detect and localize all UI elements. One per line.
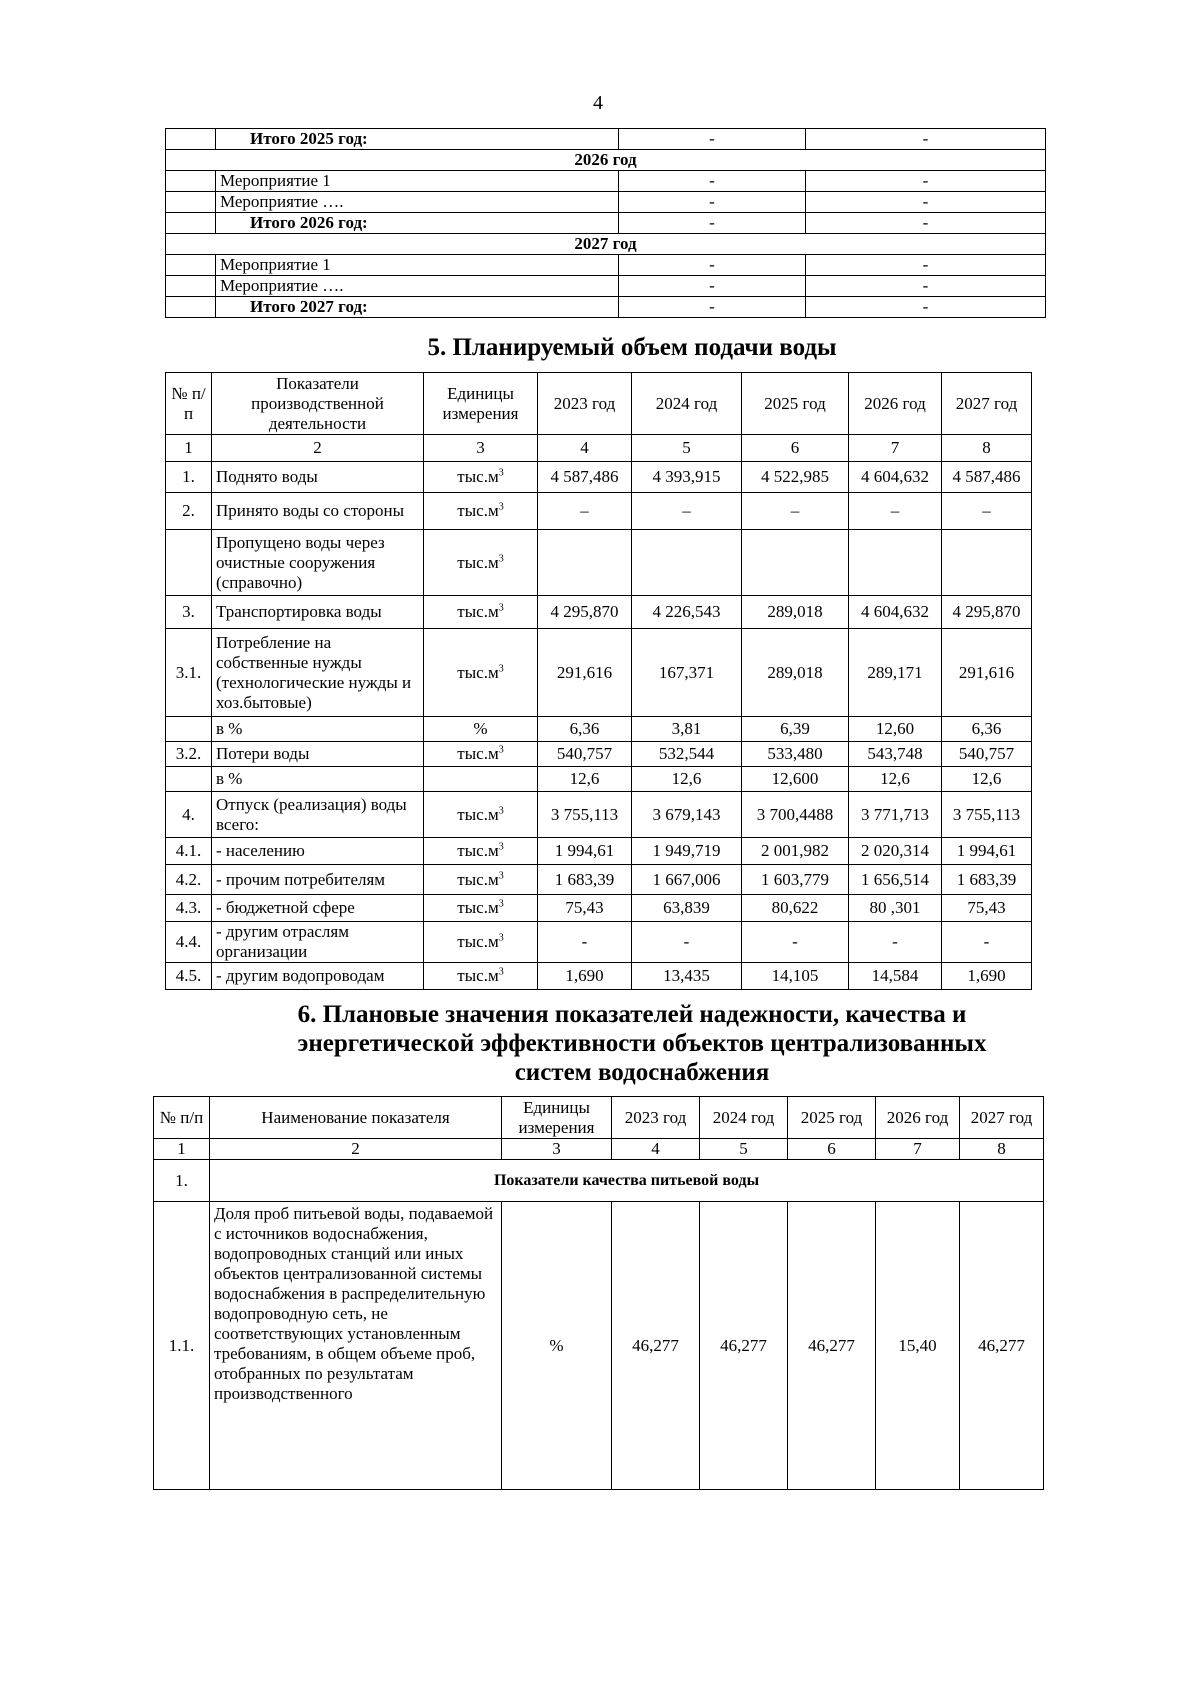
row-unit <box>424 895 538 922</box>
row-value-2024 <box>632 530 742 596</box>
row-value-2023 <box>538 530 632 596</box>
row-unit <box>424 922 538 963</box>
value-2: - <box>806 213 1046 234</box>
row-value-2025: 1 603,779 <box>742 865 849 895</box>
table-row <box>166 792 1032 838</box>
row-value-2023: 1 994,61 <box>538 838 632 865</box>
row-value-2024: 532,544 <box>632 742 742 767</box>
row-value-2024: 4 226,543 <box>632 596 742 629</box>
row-value-2025: 6,39 <box>742 717 849 742</box>
row-num: 4.5. <box>166 963 212 990</box>
row-value-2025: 289,018 <box>742 629 849 717</box>
section-6-title-line-1: 6. Плановые значения показателей надежности, качества и <box>297 1001 967 1028</box>
value-2: - <box>806 297 1046 318</box>
table-row <box>166 462 1032 493</box>
row-unit <box>424 963 538 990</box>
group-num: 1. <box>154 1160 210 1202</box>
column-number: 8 <box>960 1139 1044 1160</box>
row-value-2024: 3,81 <box>632 717 742 742</box>
column-number: 3 <box>424 435 538 462</box>
column-number: 5 <box>632 435 742 462</box>
column-number: 6 <box>742 435 849 462</box>
unit-power: 3 <box>498 966 504 978</box>
row-num <box>166 767 212 792</box>
row-num: 4.4. <box>166 922 212 963</box>
row-value-2026: 15,40 <box>876 1202 960 1490</box>
row-value-2024: - <box>632 922 742 963</box>
column-number: 2 <box>212 435 424 462</box>
row-value-2024: 1 667,006 <box>632 865 742 895</box>
row-unit: % <box>502 1202 612 1490</box>
column-number: 4 <box>538 435 632 462</box>
row-value-2023: 540,757 <box>538 742 632 767</box>
row-value-2023: 4 295,870 <box>538 596 632 629</box>
unit-power: 3 <box>498 552 504 564</box>
row-unit <box>424 865 538 895</box>
row-value-2026: 80 ,301 <box>849 895 942 922</box>
total-row <box>166 129 1046 150</box>
row-indicator: в % <box>212 767 424 792</box>
row-value-2024: 63,839 <box>632 895 742 922</box>
unit-text: тыс.м <box>457 898 499 917</box>
row-value-2023: 3 755,113 <box>538 792 632 838</box>
section-6-title-line-2: энергетической эффективности объектов централизованных <box>297 1030 987 1057</box>
value-1: - <box>619 213 806 234</box>
header-year-2024: 2024 год <box>632 373 742 435</box>
row-num <box>166 297 216 318</box>
row-unit <box>424 838 538 865</box>
row-indicator: - населению <box>212 838 424 865</box>
row-value-2024: 4 393,915 <box>632 462 742 493</box>
row-value-2027: 4 587,486 <box>942 462 1032 493</box>
unit-text: тыс.м <box>457 932 499 951</box>
header-unit: Единицы измерения <box>502 1097 612 1139</box>
row-value-2026: 289,171 <box>849 629 942 717</box>
row-value-2025: 4 522,985 <box>742 462 849 493</box>
row-value-2026: 1 656,514 <box>849 865 942 895</box>
row-unit <box>424 596 538 629</box>
events-table <box>165 128 1046 318</box>
reliability-indicators-table <box>153 1096 1044 1490</box>
row-value-2023: 75,43 <box>538 895 632 922</box>
row-value-2026: 12,6 <box>849 767 942 792</box>
row-unit <box>424 742 538 767</box>
row-num: 1. <box>166 462 212 493</box>
unit-power: 3 <box>498 932 504 944</box>
row-value-2025: 46,277 <box>788 1202 876 1490</box>
row-value-2024: 12,6 <box>632 767 742 792</box>
row-num <box>166 171 216 192</box>
row-value-2027 <box>942 530 1032 596</box>
row-value-2026: 2 020,314 <box>849 838 942 865</box>
row-value-2024: 1 949,719 <box>632 838 742 865</box>
unit-power: 3 <box>498 744 504 756</box>
group-label: Показатели качества питьевой воды <box>210 1160 1044 1202</box>
row-value-2026: - <box>849 922 942 963</box>
row-value-2026: 14,584 <box>849 963 942 990</box>
row-num <box>166 255 216 276</box>
row-indicator: - другим отраслям организации <box>212 922 424 963</box>
row-value-2025: 289,018 <box>742 596 849 629</box>
unit-text: тыс.м <box>457 501 499 520</box>
row-num <box>166 192 216 213</box>
row-value-2023: 6,36 <box>538 717 632 742</box>
table-row <box>166 963 1032 990</box>
year-label: 2027 год <box>166 234 1046 255</box>
row-num <box>166 213 216 234</box>
column-number: 4 <box>612 1139 700 1160</box>
column-number: 1 <box>166 435 212 462</box>
row-value-2027: 46,277 <box>960 1202 1044 1490</box>
table-row <box>154 1202 1044 1490</box>
row-value-2024: – <box>632 493 742 530</box>
row-unit <box>424 629 538 717</box>
row-num: 3.2. <box>166 742 212 767</box>
row-value-2027: 3 755,113 <box>942 792 1032 838</box>
value-2: - <box>806 129 1046 150</box>
unit-text: тыс.м <box>457 602 499 621</box>
row-value-2023: 46,277 <box>612 1202 700 1490</box>
row-unit <box>424 530 538 596</box>
unit-power: 3 <box>498 869 504 881</box>
row-indicator: Потери воды <box>212 742 424 767</box>
row-indicator: Потребление на собственные нужды (технологические нужды и хоз.бытовые) <box>212 629 424 717</box>
header-year-2023: 2023 год <box>612 1097 700 1139</box>
row-num: 4.3. <box>166 895 212 922</box>
table-row <box>166 493 1032 530</box>
row-value-2025: 2 001,982 <box>742 838 849 865</box>
event-label: Мероприятие 1 <box>216 171 619 192</box>
table-row <box>166 838 1032 865</box>
unit-power: 3 <box>498 841 504 853</box>
row-value-2026: 4 604,632 <box>849 596 942 629</box>
unit-text: тыс.м <box>457 841 499 860</box>
unit-power: 3 <box>498 804 504 816</box>
row-num <box>166 276 216 297</box>
total-label: Итого 2026 год: <box>216 213 619 234</box>
row-indicator: в % <box>212 717 424 742</box>
value-1: - <box>619 171 806 192</box>
row-value-2023: 1,690 <box>538 963 632 990</box>
row-value-2023: 1 683,39 <box>538 865 632 895</box>
row-num <box>166 717 212 742</box>
section-5-title: 5. Планируемый объем подачи воды <box>427 334 837 361</box>
row-value-2027: 291,616 <box>942 629 1032 717</box>
row-value-2027: – <box>942 493 1032 530</box>
header-year-2025: 2025 год <box>742 373 849 435</box>
header-indicator: Наименование показателя <box>210 1097 502 1139</box>
table-row <box>166 767 1032 792</box>
row-num: 4. <box>166 792 212 838</box>
row-num <box>166 129 216 150</box>
header-unit: Единицы измерения <box>424 373 538 435</box>
row-indicator: Поднято воды <box>212 462 424 493</box>
value-2: - <box>806 276 1046 297</box>
unit-text: тыс.м <box>457 467 499 486</box>
row-unit <box>424 767 538 792</box>
row-indicator: - бюджетной сфере <box>212 895 424 922</box>
event-label: Мероприятие …. <box>216 192 619 213</box>
row-value-2027: 4 295,870 <box>942 596 1032 629</box>
row-num <box>166 530 212 596</box>
row-value-2026 <box>849 530 942 596</box>
table-row <box>166 255 1046 276</box>
event-label: Мероприятие …. <box>216 276 619 297</box>
section-6-title-line-3: систем водоснабжения <box>514 1059 770 1086</box>
row-value-2025: - <box>742 922 849 963</box>
table-row <box>166 629 1032 717</box>
table-row <box>166 717 1032 742</box>
row-value-2025 <box>742 530 849 596</box>
row-value-2025: 12,600 <box>742 767 849 792</box>
row-value-2026: 3 771,713 <box>849 792 942 838</box>
row-value-2027: 12,6 <box>942 767 1032 792</box>
column-number: 8 <box>942 435 1032 462</box>
header-year-2027: 2027 год <box>960 1097 1044 1139</box>
row-value-2025: – <box>742 493 849 530</box>
value-2: - <box>806 192 1046 213</box>
row-value-2025: 80,622 <box>742 895 849 922</box>
row-num: 3.1. <box>166 629 212 717</box>
row-indicator: Доля проб питьевой воды, подаваемой с источников водоснабжения, водопроводных станций или иных объектов централизованной системы водоснабжения в распределительную водопроводную сеть, не соответствующих установленным требованиям, в общем объеме проб, отобранных по результатам производственного <box>210 1202 502 1490</box>
row-value-2025: 533,480 <box>742 742 849 767</box>
row-value-2026: – <box>849 493 942 530</box>
group-row <box>154 1160 1044 1202</box>
table-row <box>166 865 1032 895</box>
row-unit <box>424 462 538 493</box>
row-value-2023: 12,6 <box>538 767 632 792</box>
table-row <box>166 596 1032 629</box>
header-year-2026: 2026 год <box>849 373 942 435</box>
value-1: - <box>619 192 806 213</box>
row-value-2024: 46,277 <box>700 1202 788 1490</box>
value-1: - <box>619 255 806 276</box>
header-year-2023: 2023 год <box>538 373 632 435</box>
row-unit <box>424 792 538 838</box>
row-value-2026: 12,60 <box>849 717 942 742</box>
row-unit <box>424 493 538 530</box>
header-num: № п/п <box>166 373 212 435</box>
column-number: 7 <box>876 1139 960 1160</box>
unit-power: 3 <box>498 467 504 479</box>
header-num: № п/п <box>154 1097 210 1139</box>
table-row <box>166 530 1032 596</box>
total-row <box>166 297 1046 318</box>
unit-text: тыс.м <box>457 869 499 889</box>
unit-power: 3 <box>498 662 504 674</box>
row-value-2023: 4 587,486 <box>538 462 632 493</box>
row-indicator: Транспортировка воды <box>212 596 424 629</box>
row-value-2027: 540,757 <box>942 742 1032 767</box>
water-supply-table <box>165 372 1032 990</box>
row-value-2027: 1 683,39 <box>942 865 1032 895</box>
row-value-2027: 75,43 <box>942 895 1032 922</box>
row-value-2025: 14,105 <box>742 963 849 990</box>
row-value-2026: 4 604,632 <box>849 462 942 493</box>
column-numbers-row <box>154 1139 1044 1160</box>
row-value-2024: 13,435 <box>632 963 742 990</box>
row-num: 4.2. <box>166 865 212 895</box>
table-row <box>166 276 1046 297</box>
column-number: 7 <box>849 435 942 462</box>
row-indicator: Принято воды со стороны <box>212 493 424 530</box>
header-year-2024: 2024 год <box>700 1097 788 1139</box>
page-number: 4 <box>593 92 603 114</box>
table-row <box>166 171 1046 192</box>
year-label: 2026 год <box>166 150 1046 171</box>
column-number: 2 <box>210 1139 502 1160</box>
row-value-2027: 1,690 <box>942 963 1032 990</box>
unit-power: 3 <box>498 898 504 910</box>
row-num: 4.1. <box>166 838 212 865</box>
year-row <box>166 234 1046 255</box>
unit-text: тыс.м <box>457 552 499 572</box>
row-value-2024: 167,371 <box>632 629 742 717</box>
row-value-2023: – <box>538 493 632 530</box>
row-value-2023: 291,616 <box>538 629 632 717</box>
row-num: 1.1. <box>154 1202 210 1490</box>
value-2: - <box>806 171 1046 192</box>
table-row <box>166 895 1032 922</box>
header-year-2027: 2027 год <box>942 373 1032 435</box>
row-value-2024: 3 679,143 <box>632 792 742 838</box>
row-indicator: - другим водопроводам <box>212 963 424 990</box>
total-label: Итого 2027 год: <box>216 297 619 318</box>
unit-text: тыс.м <box>457 744 499 763</box>
row-value-2027: - <box>942 922 1032 963</box>
row-value-2023: - <box>538 922 632 963</box>
value-1: - <box>619 129 806 150</box>
row-indicator: - прочим потребителям <box>212 865 424 895</box>
row-value-2027: 1 994,61 <box>942 838 1032 865</box>
value-1: - <box>619 276 806 297</box>
header-year-2025: 2025 год <box>788 1097 876 1139</box>
row-num: 3. <box>166 596 212 629</box>
row-indicator: Отпуск (реализация) воды всего: <box>212 792 424 838</box>
column-numbers-row <box>166 435 1032 462</box>
header-year-2026: 2026 год <box>876 1097 960 1139</box>
table-row <box>166 192 1046 213</box>
column-number: 6 <box>788 1139 876 1160</box>
row-value-2026: 543,748 <box>849 742 942 767</box>
row-num: 2. <box>166 493 212 530</box>
table-row <box>166 742 1032 767</box>
event-label: Мероприятие 1 <box>216 255 619 276</box>
value-2: - <box>806 255 1046 276</box>
unit-text: тыс.м <box>457 662 499 682</box>
row-indicator: Пропущено воды через очистные сооружения (справочно) <box>212 530 424 596</box>
total-row <box>166 213 1046 234</box>
row-value-2027: 6,36 <box>942 717 1032 742</box>
header-indicator: Показатели производственной деятельности <box>212 373 424 435</box>
column-number: 5 <box>700 1139 788 1160</box>
table-row <box>166 922 1032 963</box>
column-number: 1 <box>154 1139 210 1160</box>
unit-power: 3 <box>498 602 504 614</box>
year-row <box>166 150 1046 171</box>
total-label: Итого 2025 год: <box>216 129 619 150</box>
row-value-2025: 3 700,4488 <box>742 792 849 838</box>
unit-text: тыс.м <box>457 966 499 985</box>
column-number: 3 <box>502 1139 612 1160</box>
row-unit: % <box>424 717 538 742</box>
value-1: - <box>619 297 806 318</box>
unit-text: тыс.м <box>457 804 499 824</box>
unit-power: 3 <box>498 501 504 513</box>
